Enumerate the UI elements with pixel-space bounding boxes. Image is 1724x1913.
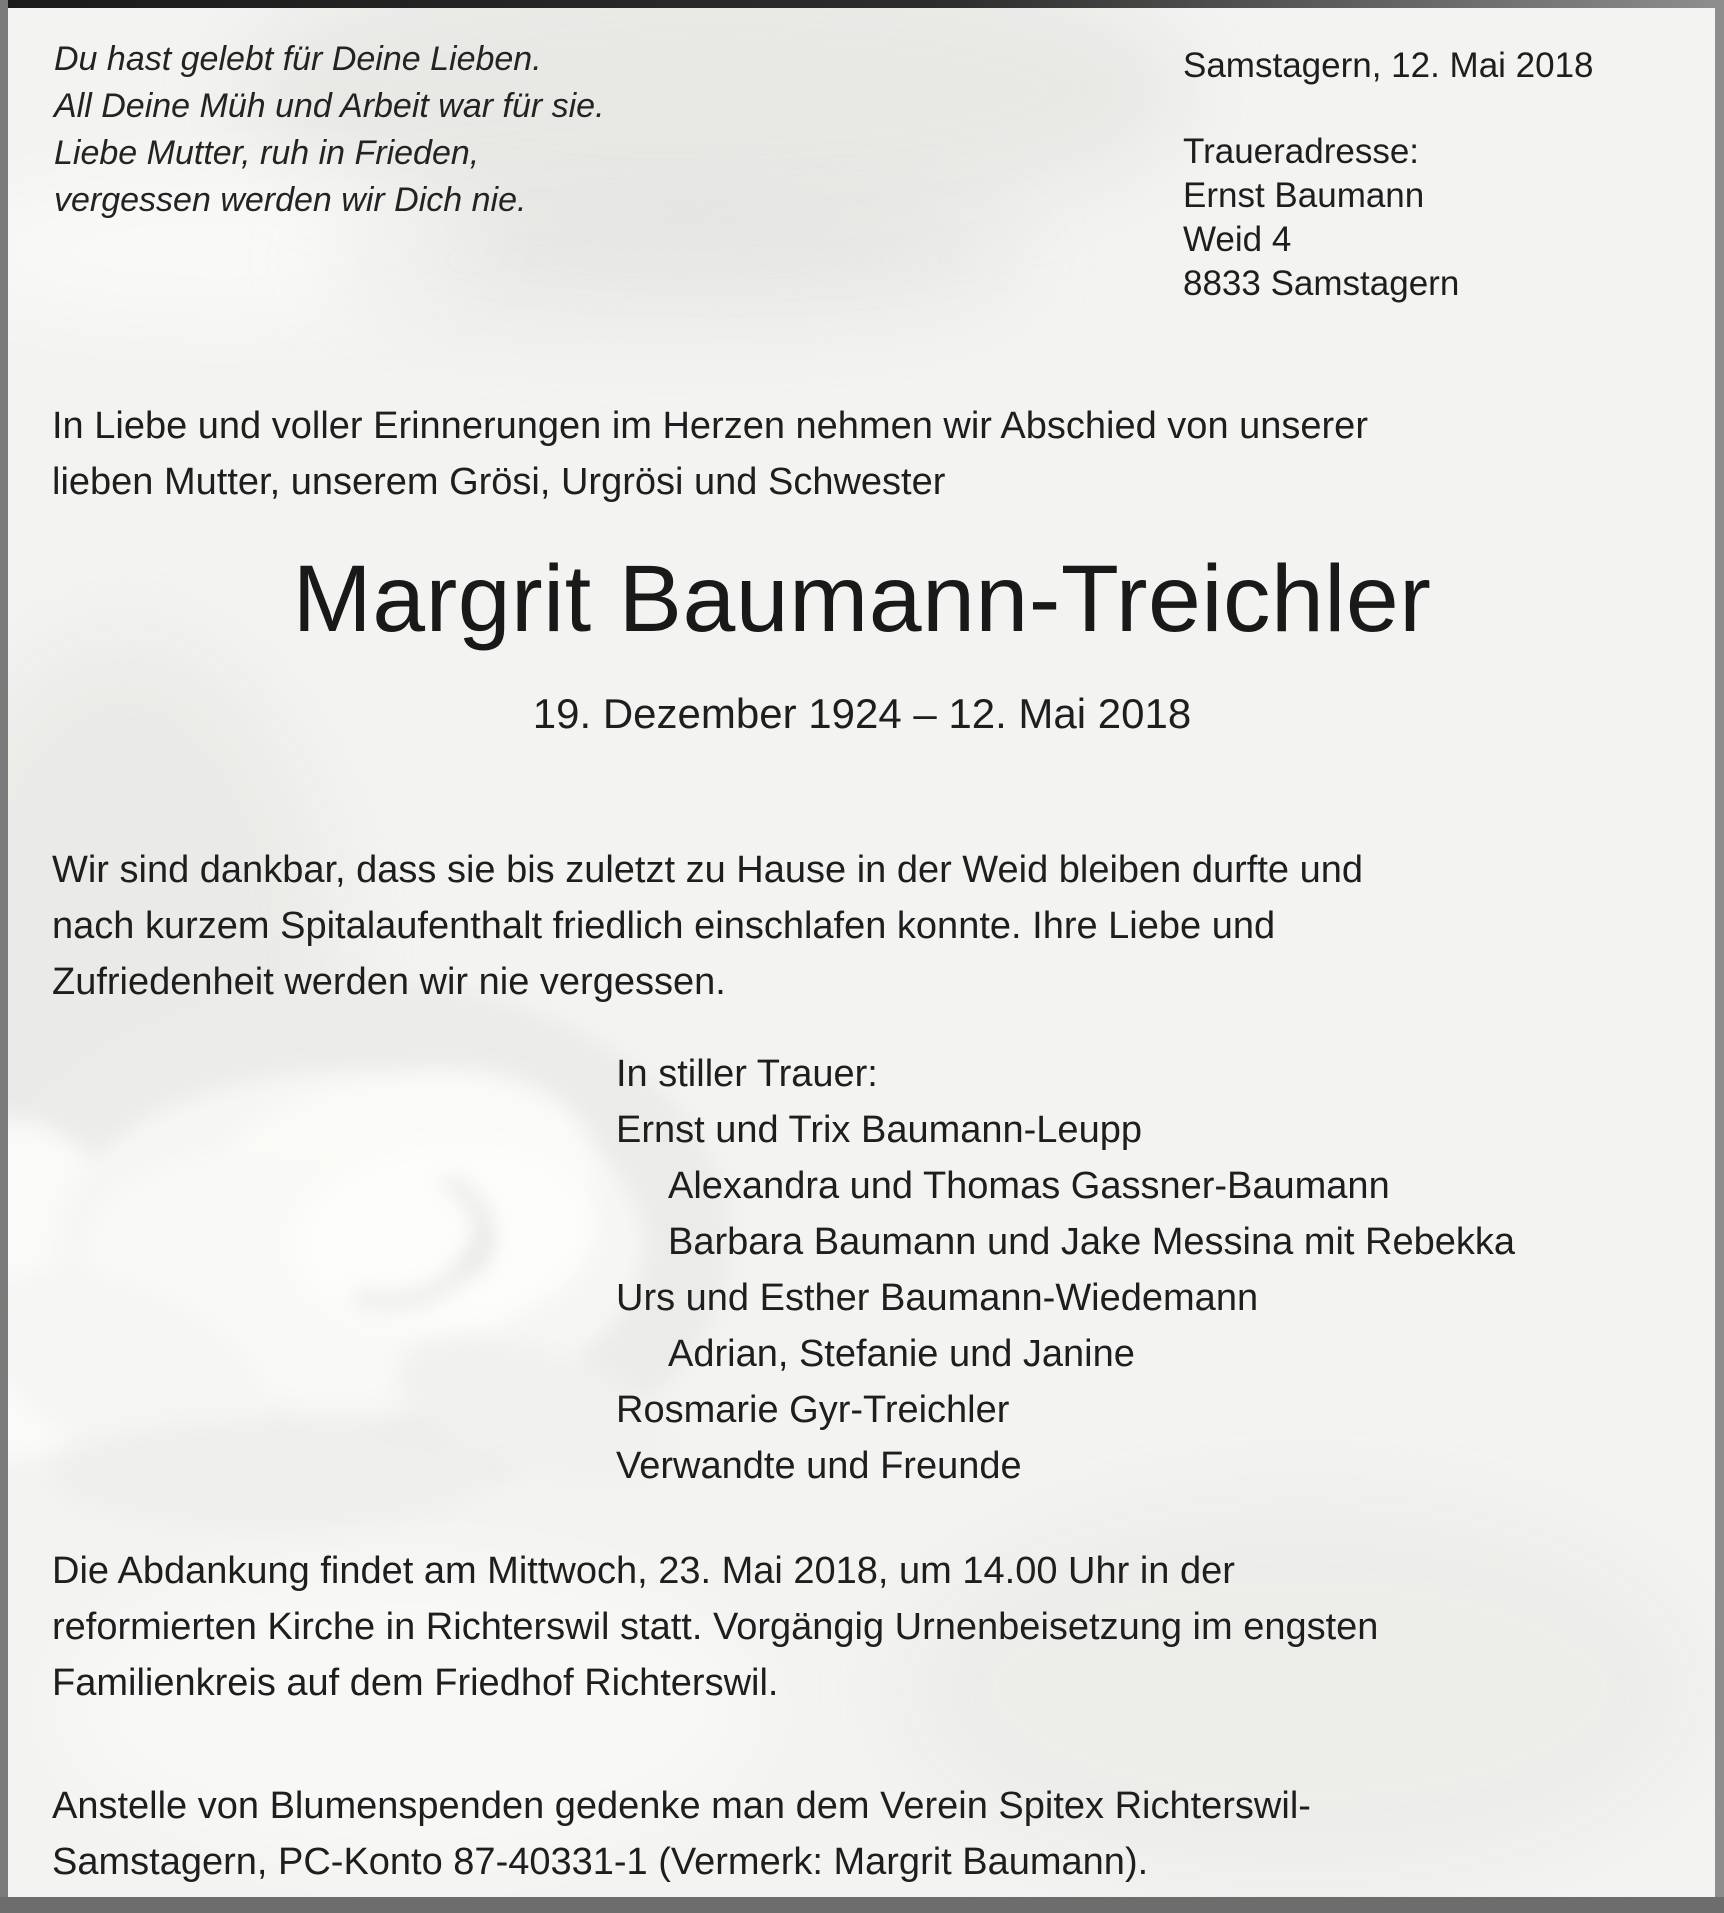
- mourners-heading: In stiller Trauer:: [616, 1053, 878, 1095]
- mourner-entry: Verwandte und Freunde: [616, 1445, 1022, 1487]
- donation-line: Samstagern, PC-Konto 87-40331-1 (Vermerk: Margrit Baumann).: [52, 1841, 1149, 1883]
- funeral-line: Familienkreis auf dem Friedhof Richterswil.: [52, 1662, 779, 1704]
- mourner-entry: Rosmarie Gyr-Treichler: [616, 1389, 1010, 1431]
- mourning-address: [1183, 130, 1459, 306]
- mourning-address-line: Ernst Baumann: [1183, 176, 1425, 215]
- mourning-address-label: Traueradresse:: [1183, 132, 1420, 171]
- intro-line: In Liebe und voller Erinnerungen im Herzen nehmen wir Abschied von unserer: [52, 405, 1368, 447]
- mourner-entry: Ernst und Trix Baumann-Leupp: [616, 1109, 1142, 1151]
- scan-edge-top: [0, 0, 1724, 8]
- verse-line: Liebe Mutter, ruh in Frieden,: [54, 134, 480, 172]
- mourning-address-line: 8833 Samstagern: [1183, 264, 1460, 303]
- tribute-paragraph: [52, 842, 1363, 1010]
- mourner-entry: Adrian, Stefanie und Janine: [668, 1333, 1135, 1375]
- donation-line: Anstelle von Blumenspenden gedenke man dem Verein Spitex Richterswil-: [52, 1785, 1311, 1827]
- mourning-address-line: Weid 4: [1183, 220, 1292, 259]
- funeral-line: Die Abdankung findet am Mittwoch, 23. Mai 2018, um 14.00 Uhr in der: [52, 1550, 1235, 1592]
- mourner-entry: Urs und Esther Baumann-Wiedemann: [616, 1277, 1259, 1319]
- verse-line: Du hast gelebt für Deine Lieben.: [54, 40, 542, 78]
- verse-line: vergessen werden wir Dich nie.: [54, 181, 527, 219]
- deceased-name: Margrit Baumann-Treichler: [292, 546, 1432, 652]
- tribute-line: nach kurzem Spitalaufenthalt friedlich einschlafen konnte. Ihre Liebe und: [52, 905, 1276, 947]
- memorial-verse: [54, 36, 605, 224]
- farewell-intro: [52, 398, 1368, 510]
- scan-edge-left: [0, 0, 8, 1913]
- mourner-entry: Barbara Baumann und Jake Messina mit Rebekka: [668, 1221, 1516, 1263]
- verse-line: All Deine Müh und Arbeit war für sie.: [54, 87, 605, 125]
- mourner-entry: Alexandra und Thomas Gassner-Baumann: [668, 1165, 1390, 1207]
- place-and-date: Samstagern, 12. Mai 2018: [1183, 46, 1594, 85]
- life-dates: 19. Dezember 1924 – 12. Mai 2018: [532, 690, 1192, 737]
- scan-edge-bottom: [0, 1897, 1724, 1913]
- donation-request: [52, 1778, 1311, 1890]
- mourners-list: [616, 1046, 1515, 1494]
- tribute-line: Zufriedenheit werden wir nie vergessen.: [52, 961, 726, 1003]
- funeral-details: [52, 1543, 1378, 1711]
- funeral-line: reformierten Kirche in Richterswil statt. Vorgängig Urnenbeisetzung im engsten: [52, 1606, 1379, 1648]
- tribute-line: Wir sind dankbar, dass sie bis zuletzt zu Hause in der Weid bleiben durfte und: [52, 849, 1363, 891]
- scan-edge-right: [1715, 0, 1724, 1913]
- intro-line: lieben Mutter, unserem Grösi, Urgrösi und Schwester: [52, 461, 946, 503]
